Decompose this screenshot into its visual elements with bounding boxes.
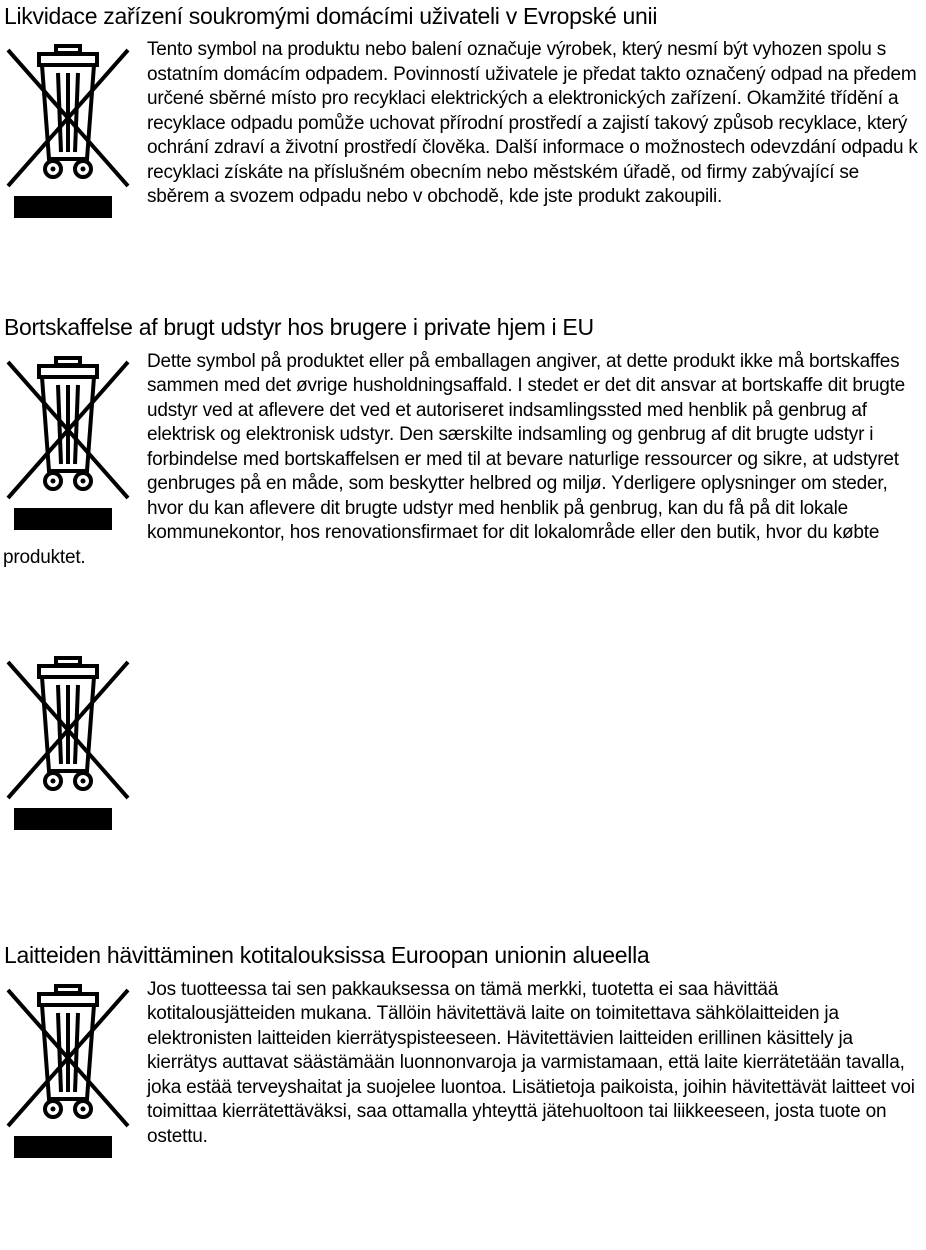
weee-crossed-out-wheeled-bin-icon xyxy=(6,652,130,834)
section-body-text: Tento symbol na produktu nebo balení označuje výrobek, který nesmí být vyhozen spolu s ostatním domácím odpadem. Povinností uživatele je předat takto označený odpad na předem určené sběrné místo pro recyklaci elektrických a elektronických zařízení. Okamžité třídění a recyklace odpadu pomůže uchovat přírodní prostředí a zajistí takový způsob recyklace, který ochrání zdraví a životní prostředí člověka. Další informace o možnostech odevzdání odpadu k recyklaci získáte na příslušném obecním nebo městském úřadě, od firmy zabývající se sběrem a svozem odpadu nebo v obchodě, kde jste produkt zakoupili. xyxy=(147,39,918,208)
section-body-text: Jos tuotteessa tai sen pakkauksessa on tämä merkki, tuotetta ei saa hävittää kotitalousjätteiden mukana. Tällöin hävitettävä laite on toimitettava sähkölaitteiden ja elektronisten laitteiden kierrätyspisteeseen. Hävitettävien laitteiden erillinen käsittely ja kierrätys auttavat säästämään luonnonvaroja ja varmistamaan, että laite kierrätetään tavalla, joka estää terveyshaitat ja suojelee luontoa. Lisätietoja paikoista, joihin hävitettävät laitteet voi toimittaa kierrätettäväksi, saa ottamalla yhteyttä jätehuoltoon tai liikkeeseen, josta tuote on ostettu. xyxy=(147,978,915,1147)
weee-crossed-out-wheeled-bin-icon xyxy=(6,352,130,534)
section-title: Bortskaffelse af brugt udstyr hos brugere i private hjem i EU xyxy=(4,314,594,341)
section-disposal-notice-4 xyxy=(3,942,922,1165)
section-title: Likvidace zařízení soukromými domácími uživateli v Evropské unii xyxy=(4,3,658,29)
weee-crossed-out-wheeled-bin-icon xyxy=(6,40,130,222)
section-body-text: Dette symbol på produktet eller på emballagen angiver, at dette produkt ikke må bortskaffes sammen med det øvrige husholdningsaffald. I stedet er det dit ansvar at bortskaffe dit brugte udstyr ved at aflevere det ved et autoriseret indsamlingssted med henblik på genbrug af elektrisk og elektronisk udstyr. Den særskilte indsamling og genbrug af dit brugte udstyr i forbindelse med bortskaffelsen er med til at bevare naturlige ressourcer og sikre, at udstyret genbruges på en måde, som beskytter helbred og miljø. Yderligere oplysninger om steder, hvor du kan aflevere dit brugte udstyr med henblik på genbrug, kan du få på dit lokale kommunekontor, hos renovationsfirmaet for dit lokalområde eller den butik, hvor du købte produktet. xyxy=(3,350,906,568)
section-title: Laitteiden hävittäminen kotitalouksissa Euroopan unionin alueella xyxy=(4,942,650,969)
section-disposal-notice-3 xyxy=(3,652,922,834)
section-disposal-notice-2 xyxy=(3,314,922,570)
weee-crossed-out-wheeled-bin-icon xyxy=(6,980,130,1162)
section-disposal-notice-1 xyxy=(3,3,922,226)
